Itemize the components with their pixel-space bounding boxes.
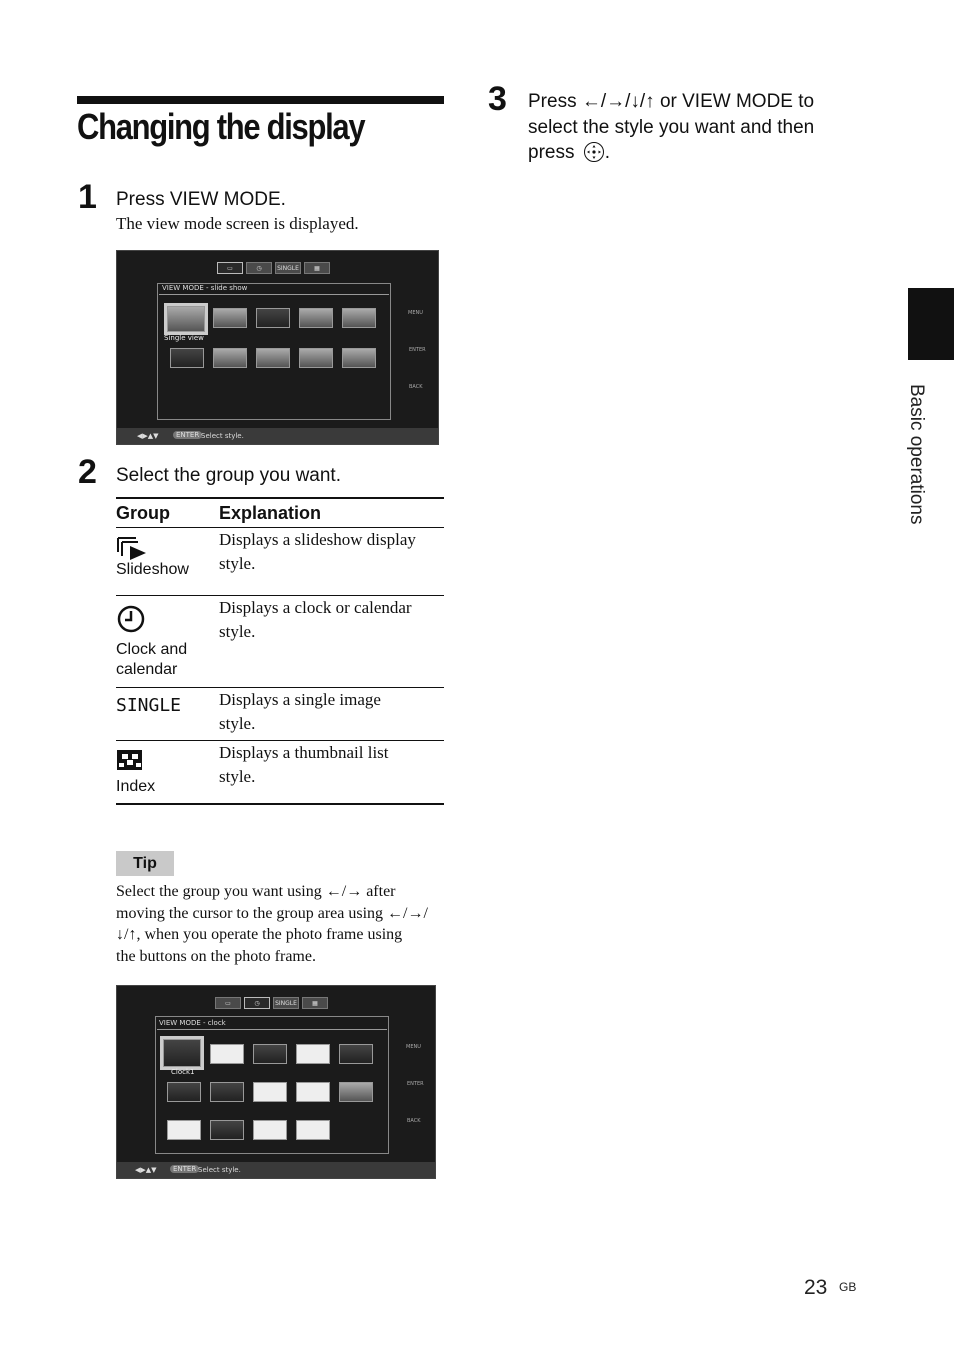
thumb bbox=[210, 1120, 244, 1140]
title-rule bbox=[77, 96, 444, 104]
screen-footer bbox=[117, 428, 438, 444]
tab-clock-icon: ◷ bbox=[244, 997, 270, 1009]
thumb-clock1 bbox=[163, 1039, 201, 1067]
page-title: Changing the display bbox=[77, 106, 365, 147]
section-label: Basic operations bbox=[906, 384, 927, 525]
thumb bbox=[342, 308, 376, 328]
enter-key: ENTER bbox=[170, 1165, 199, 1173]
page-suffix: GB bbox=[839, 1280, 857, 1294]
screen-heading: VIEW MODE - clock bbox=[159, 1019, 226, 1027]
thumb bbox=[210, 1082, 244, 1102]
thumb bbox=[256, 308, 290, 328]
table-row: SINGLE Displays a single image style. bbox=[116, 688, 444, 741]
header-explanation: Explanation bbox=[219, 498, 444, 528]
view-mode-screenshot-slideshow bbox=[116, 250, 439, 445]
group-name: Index bbox=[116, 778, 156, 795]
screen-heading: VIEW MODE - slide show bbox=[162, 284, 248, 292]
tab-clock-icon: ◷ bbox=[246, 262, 272, 274]
explanation: Displays a thumbnail list bbox=[219, 743, 389, 762]
thumb bbox=[342, 348, 376, 368]
clock-icon bbox=[116, 604, 148, 634]
back-label: BACK bbox=[409, 384, 423, 390]
tab-index-icon: ▦ bbox=[302, 997, 328, 1009]
menu-label: MENU bbox=[406, 1044, 421, 1050]
step-3-text: Press ←/→/↓/↑ or VIEW MODE to select the style you want and then press . bbox=[528, 91, 815, 163]
tab-index-icon: ▦ bbox=[304, 262, 330, 274]
step-2-text: Select the group you want. bbox=[116, 465, 341, 486]
selected-caption: Single view bbox=[164, 334, 204, 342]
enter-button-icon bbox=[583, 141, 605, 163]
thumb bbox=[213, 308, 247, 328]
header-group: Group bbox=[116, 498, 219, 528]
tip-text: Select the group you want using ←/→ after moving the cursor to the group area using ←/→/ ↓/↑, when you operate the photo frame using the buttons on the photo frame. bbox=[116, 883, 428, 966]
explanation: Displays a single image bbox=[219, 690, 381, 709]
thumb bbox=[253, 1044, 287, 1064]
tab-slideshow-icon: ▭ bbox=[217, 262, 243, 274]
selected-caption: Clock1 bbox=[171, 1068, 195, 1076]
thumb bbox=[256, 348, 290, 368]
thumb bbox=[167, 1120, 201, 1140]
thumb bbox=[213, 348, 247, 368]
enter-label: ENTER bbox=[407, 1081, 424, 1087]
thumb bbox=[339, 1082, 373, 1102]
thumb bbox=[170, 348, 204, 368]
table-row: Slideshow Displays a slideshow display style. bbox=[116, 528, 444, 596]
single-label: SINGLE bbox=[116, 695, 182, 716]
step-2-number: 2 bbox=[78, 453, 97, 491]
step-1-text: Press VIEW MODE. bbox=[116, 189, 286, 210]
group-name: Clock and bbox=[116, 641, 188, 658]
thumb bbox=[253, 1120, 287, 1140]
step-1-number: 1 bbox=[78, 178, 97, 216]
thumb bbox=[299, 308, 333, 328]
thumb bbox=[296, 1120, 330, 1140]
tab-single: SINGLE bbox=[273, 997, 299, 1009]
table-row: Clock and calendar Displays a clock or calendar style. bbox=[116, 596, 444, 688]
enter-label: ENTER bbox=[409, 347, 426, 353]
section-tab bbox=[908, 288, 954, 360]
menu-label: MENU bbox=[408, 310, 423, 316]
page-number: 23 bbox=[804, 1276, 828, 1299]
arrow-keys-icon: ◀▶▲▼ bbox=[137, 432, 159, 440]
group-name: Slideshow bbox=[116, 561, 189, 578]
tab-single: SINGLE bbox=[275, 262, 301, 274]
tip-label: Tip bbox=[116, 851, 174, 876]
thumb bbox=[210, 1044, 244, 1064]
explanation: Displays a slideshow display bbox=[219, 530, 416, 549]
thumb bbox=[167, 1082, 201, 1102]
footer-text: Select style. bbox=[201, 432, 244, 440]
view-mode-screenshot-clock bbox=[116, 985, 436, 1179]
thumb bbox=[296, 1044, 330, 1064]
thumb bbox=[339, 1044, 373, 1064]
tab-slideshow-icon: ▭ bbox=[215, 997, 241, 1009]
step-3-number: 3 bbox=[488, 80, 507, 118]
step-1-sub: The view mode screen is displayed. bbox=[116, 214, 359, 233]
explanation: Displays a clock or calendar bbox=[219, 598, 412, 617]
slideshow-icon bbox=[116, 536, 148, 560]
footer-text: Select style. bbox=[198, 1166, 241, 1174]
group-table bbox=[116, 497, 444, 805]
thumb bbox=[296, 1082, 330, 1102]
index-icon bbox=[116, 749, 144, 771]
enter-key: ENTER bbox=[173, 431, 202, 439]
back-label: BACK bbox=[407, 1118, 421, 1124]
table-row: Index Displays a thumbnail list style. bbox=[116, 741, 444, 804]
thumb-single-view bbox=[167, 306, 205, 332]
thumb bbox=[253, 1082, 287, 1102]
screen-footer bbox=[117, 1162, 435, 1178]
arrow-keys-icon: ◀▶▲▼ bbox=[135, 1166, 157, 1174]
thumb bbox=[299, 348, 333, 368]
